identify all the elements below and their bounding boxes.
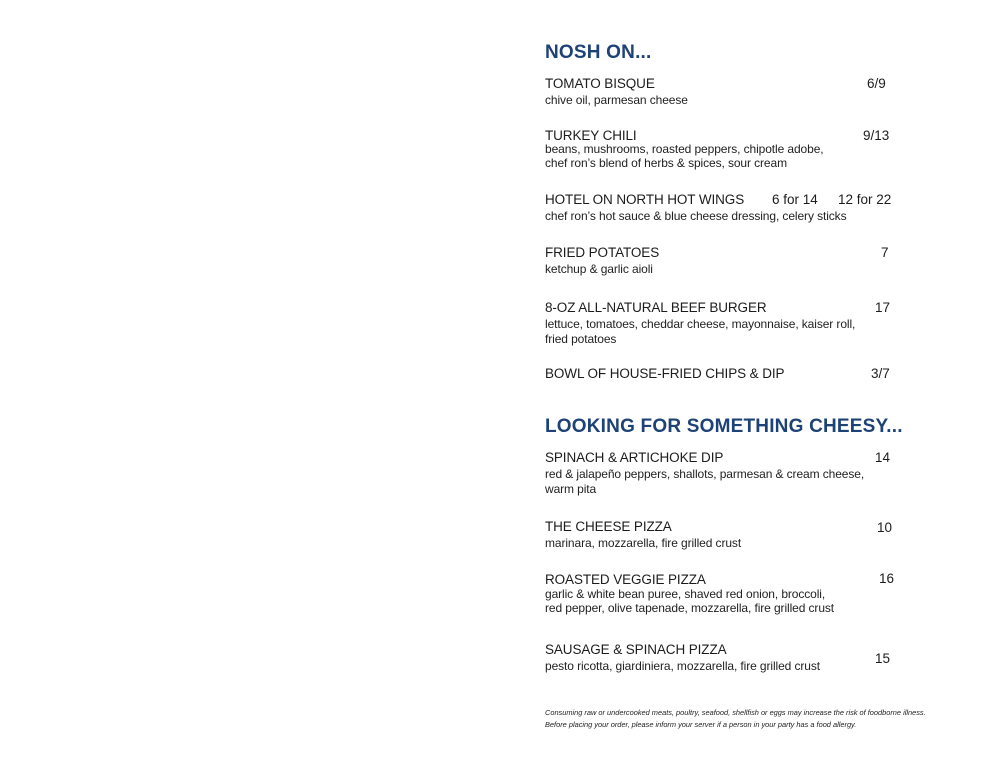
item-description: ketchup & garlic aioli [545,262,653,276]
item-name: BOWL OF HOUSE-FRIED CHIPS & DIP [545,366,785,381]
menu-item [545,366,905,382]
item-name: TOMATO BISQUE [545,76,655,91]
item-description: chive oil, parmesan cheese [545,93,688,107]
item-price: 17 [875,300,891,315]
item-name: THE CHEESE PIZZA [545,519,672,534]
disclaimer-line: Consuming raw or undercooked meats, poultry, seafood, shellfish or eggs may increase the risk of foodborne illness. [545,708,926,717]
item-price-large: 12 for 22 [838,192,892,207]
item-description: pesto ricotta, giardiniera, mozzarella, fire grilled crust [545,659,820,673]
menu-item [545,300,905,346]
disclaimer-line: Before placing your order, please inform your server if a person in your party has a food allergy. [545,720,857,729]
item-price: 7 [881,245,889,260]
item-name: ROASTED VEGGIE PIZZA [545,572,706,587]
menu-item [545,76,905,108]
menu-item [545,128,905,170]
item-price: 14 [875,450,891,465]
item-description: garlic & white bean puree, shaved red onion, broccoli, red pepper, olive tapenade, mozzarella, fire grilled crust [545,587,835,615]
item-name: HOTEL ON NORTH HOT WINGS [545,192,745,207]
section-heading-nosh-on: NOSH ON... [545,42,652,63]
menu-item [545,519,905,551]
item-price: 10 [877,520,893,535]
item-name: SPINACH & ARTICHOKE DIP [545,450,724,465]
item-price: 16 [879,571,895,586]
item-description: red & jalapeño peppers, shallots, parmesan & cream cheese, warm pita [545,467,865,496]
item-name: 8-OZ ALL-NATURAL BEEF BURGER [545,300,767,315]
item-price: 6/9 [867,76,886,91]
menu-item [545,245,905,277]
menu-item [545,572,905,615]
food-safety-disclaimer [545,707,945,731]
item-description: lettuce, tomatoes, cheddar cheese, mayonnaise, kaiser roll, fried potatoes [545,317,856,346]
item-name: TURKEY CHILI [545,128,637,143]
menu-item [545,642,905,674]
item-description: marinara, mozzarella, fire grilled crust [545,536,742,550]
item-price: 3/7 [871,366,890,381]
item-price: 9/13 [863,128,890,143]
menu-item [545,450,905,496]
section-heading-cheesy: LOOKING FOR SOMETHING CHEESY... [545,416,903,437]
item-price: 6 for 14 [772,192,818,207]
item-name: FRIED POTATOES [545,245,660,260]
item-price: 15 [875,651,891,666]
item-description: beans, mushrooms, roasted peppers, chipotle adobe, chef ron’s blend of herbs & spices, sour cream [545,142,824,170]
item-description: chef ron’s hot sauce & blue cheese dressing, celery sticks [545,209,847,223]
item-name: SAUSAGE & SPINACH PIZZA [545,642,727,657]
